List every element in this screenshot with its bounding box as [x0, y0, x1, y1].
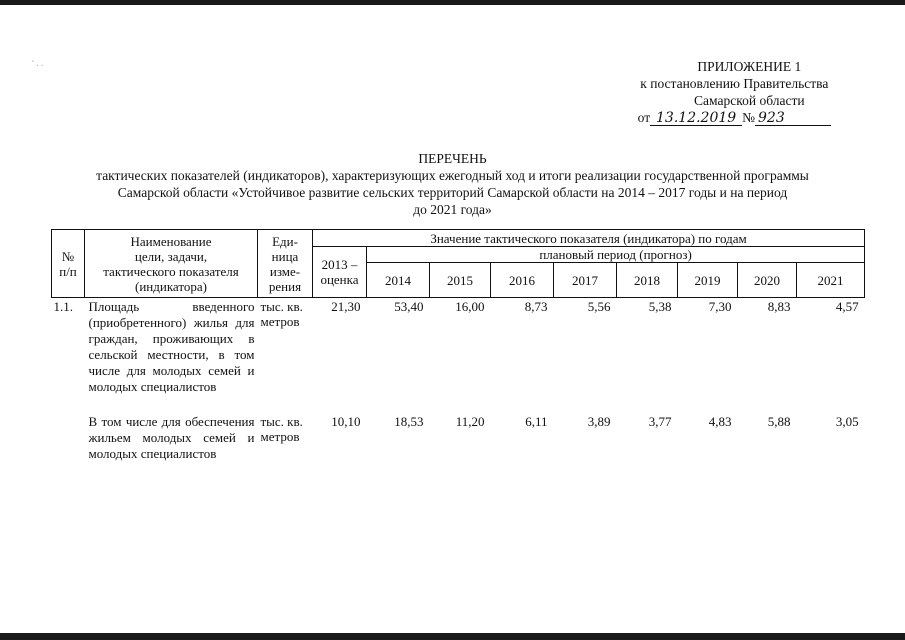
- appendix-resolution: к постановлению Правительства: [640, 76, 829, 91]
- header-year: 2018: [617, 263, 678, 298]
- row-value: 3,05: [835, 414, 859, 429]
- row-value: 3,89: [587, 414, 611, 429]
- appendix-date-line: [638, 109, 831, 126]
- header-estimate: 2013 – оценка: [313, 247, 367, 298]
- row-value: 21,30: [331, 299, 361, 314]
- row-value: 5,56: [587, 299, 611, 314]
- indicators-table: [51, 229, 865, 462]
- scan-border-bottom: [0, 633, 905, 640]
- row-value: 5,88: [767, 414, 791, 429]
- date-prefix: от: [637, 110, 651, 125]
- row-spacer: [52, 395, 865, 413]
- document-heading: [50, 150, 855, 218]
- appendix-title: ПРИЛОЖЕНИЕ 1: [697, 59, 802, 74]
- header-year: 2020: [738, 263, 797, 298]
- scan-speck: ⸱ ˏ ˎ: [32, 57, 44, 66]
- header-year: 2014: [367, 263, 430, 298]
- header-unit: Еди- ница изме- рения: [258, 230, 313, 298]
- header-values-group: Значение тактического показателя (индикатора) по годам: [313, 230, 865, 247]
- row-name: Площадь введенного (приобретенного) жилья для граждан, проживающих в сельской местности, в том числе для молодых семей и молодых специалистов: [88, 299, 255, 394]
- row-value: 8,83: [767, 299, 791, 314]
- appendix-region: Самарской области: [694, 93, 805, 108]
- row-unit: тыс. кв. метров: [260, 414, 303, 444]
- row-value: 8,73: [524, 299, 548, 314]
- row-value: 4,83: [708, 414, 732, 429]
- handwritten-date: 13.12.2019: [650, 111, 742, 126]
- row-value: 53,40: [394, 299, 424, 314]
- header-year: 2021: [797, 263, 865, 298]
- document-subtitle-line-3: до 2021 года»: [413, 202, 492, 217]
- header-plan-period: плановый период (прогноз): [367, 247, 865, 263]
- row-value: 7,30: [708, 299, 732, 314]
- table-row: [52, 413, 865, 462]
- row-value: 11,20: [455, 414, 485, 429]
- row-name: В том числе для обеспечения жильем молодых семей и молодых специалистов: [88, 414, 255, 461]
- row-index: 1.1.: [53, 299, 73, 314]
- row-unit: тыс. кв. метров: [260, 299, 303, 329]
- row-value: 10,10: [331, 414, 361, 429]
- handwritten-number: 923: [755, 111, 831, 126]
- row-value: 5,38: [648, 299, 672, 314]
- header-year: 2019: [678, 263, 738, 298]
- header-name: Наименование цели, задачи, тактического показателя (индикатора): [85, 230, 258, 298]
- row-index: [52, 413, 85, 462]
- document-title: ПЕРЕЧЕНЬ: [418, 151, 487, 166]
- appendix-block: [638, 58, 831, 126]
- row-value: 6,11: [525, 414, 548, 429]
- row-value: 4,57: [835, 299, 859, 314]
- header-year: 2017: [554, 263, 617, 298]
- header-year: 2016: [491, 263, 554, 298]
- row-value: 18,53: [394, 414, 424, 429]
- document-subtitle-line-1: тактических показателей (индикаторов), характеризующих ежегодный ход и итоги реализации государственной программы: [96, 168, 809, 183]
- header-number: № п/п: [52, 230, 85, 298]
- row-value: 16,00: [455, 299, 485, 314]
- row-value: 3,77: [648, 414, 672, 429]
- table-row: [52, 298, 865, 396]
- header-year: 2015: [430, 263, 491, 298]
- number-prefix: №: [742, 110, 755, 125]
- scan-border-top: [0, 0, 905, 5]
- document-subtitle-line-2: Самарской области «Устойчивое развитие сельских территорий Самарской области на 2014 – 2017 годы и на период: [117, 185, 788, 200]
